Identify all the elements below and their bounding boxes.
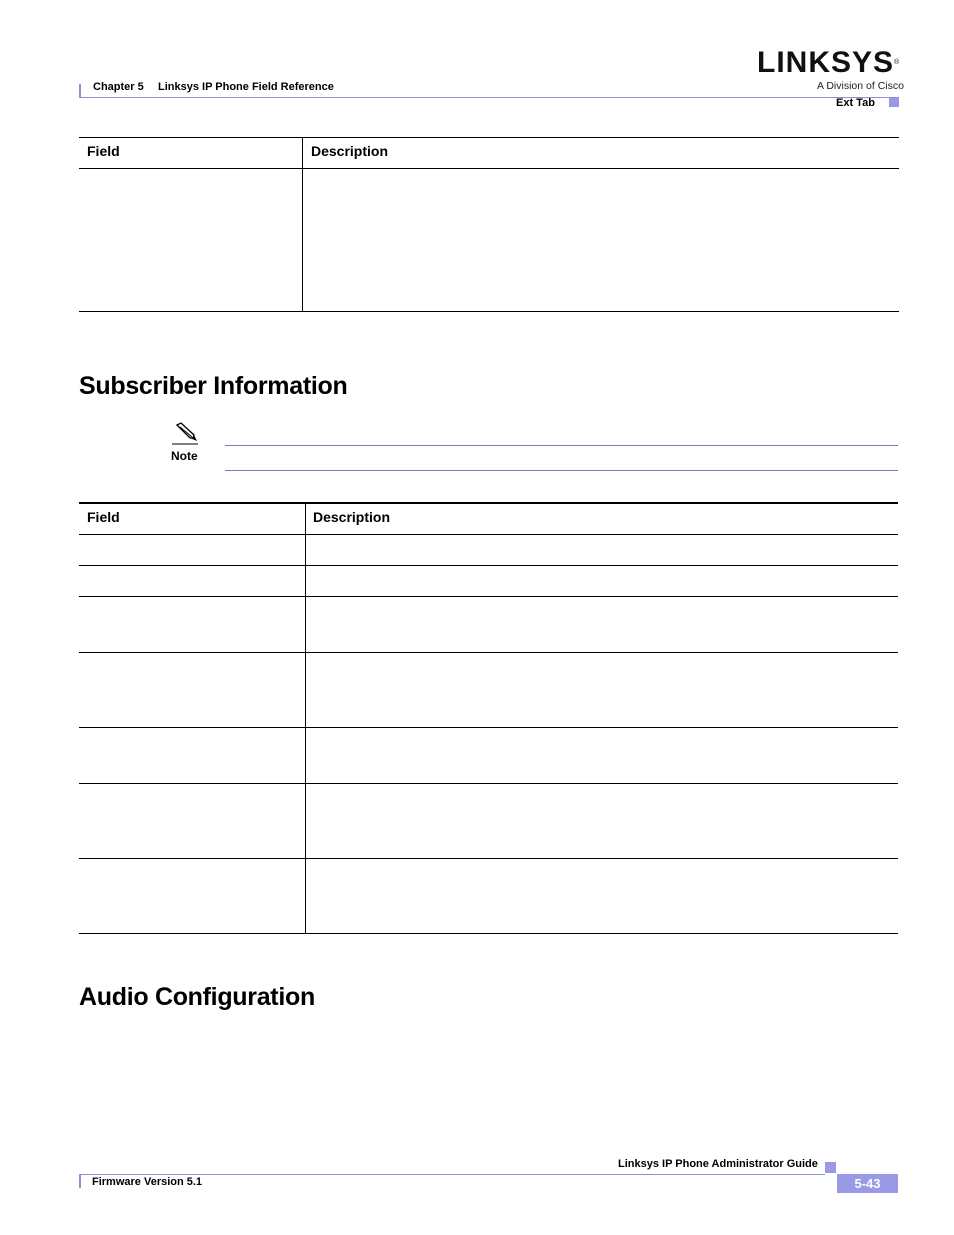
footer-rule [79, 1174, 825, 1175]
table-header-rule [79, 168, 899, 169]
subscriber-information-heading: Subscriber Information [79, 372, 348, 400]
column-header-field: Field [87, 143, 120, 159]
table-bottom-rule [79, 311, 899, 312]
table-row [79, 565, 898, 566]
table-bottom-rule [79, 933, 898, 934]
table-row [79, 596, 898, 597]
header-accent-bar [79, 84, 81, 98]
logo-tagline: A Division of Cisco [817, 80, 904, 92]
section-tab-marker [889, 98, 899, 107]
table-header-rule [79, 534, 898, 535]
table-row [79, 783, 898, 784]
firmware-version: Firmware Version 5.1 [92, 1176, 203, 1188]
table-column-divider [305, 503, 306, 933]
header-rule [79, 97, 899, 98]
column-header-description: Description [313, 509, 391, 525]
note-label: Note [171, 449, 198, 463]
note-top-rule [225, 445, 898, 446]
chapter-number: Chapter 5 [93, 81, 144, 93]
table-row [79, 652, 898, 653]
table-column-divider [302, 137, 303, 311]
table-row [79, 858, 898, 859]
column-header-field: Field [87, 509, 120, 525]
pencil-note-icon [172, 422, 200, 448]
chapter-title: Linksys IP Phone Field Reference [158, 81, 334, 93]
footer-accent-bar [79, 1174, 81, 1188]
table-row [79, 727, 898, 728]
table-top-rule [79, 137, 899, 138]
section-tab-label: Ext Tab [836, 97, 875, 109]
guide-title: Linksys IP Phone Administrator Guide [618, 1158, 818, 1170]
note-bottom-rule [225, 470, 898, 471]
column-header-description: Description [311, 143, 389, 159]
footer-marker [825, 1162, 836, 1173]
page-number: 5-43 [837, 1174, 898, 1193]
linksys-logo: LINKSYS® [757, 46, 901, 79]
audio-configuration-heading: Audio Configuration [79, 983, 315, 1011]
table-top-rule [79, 502, 898, 504]
